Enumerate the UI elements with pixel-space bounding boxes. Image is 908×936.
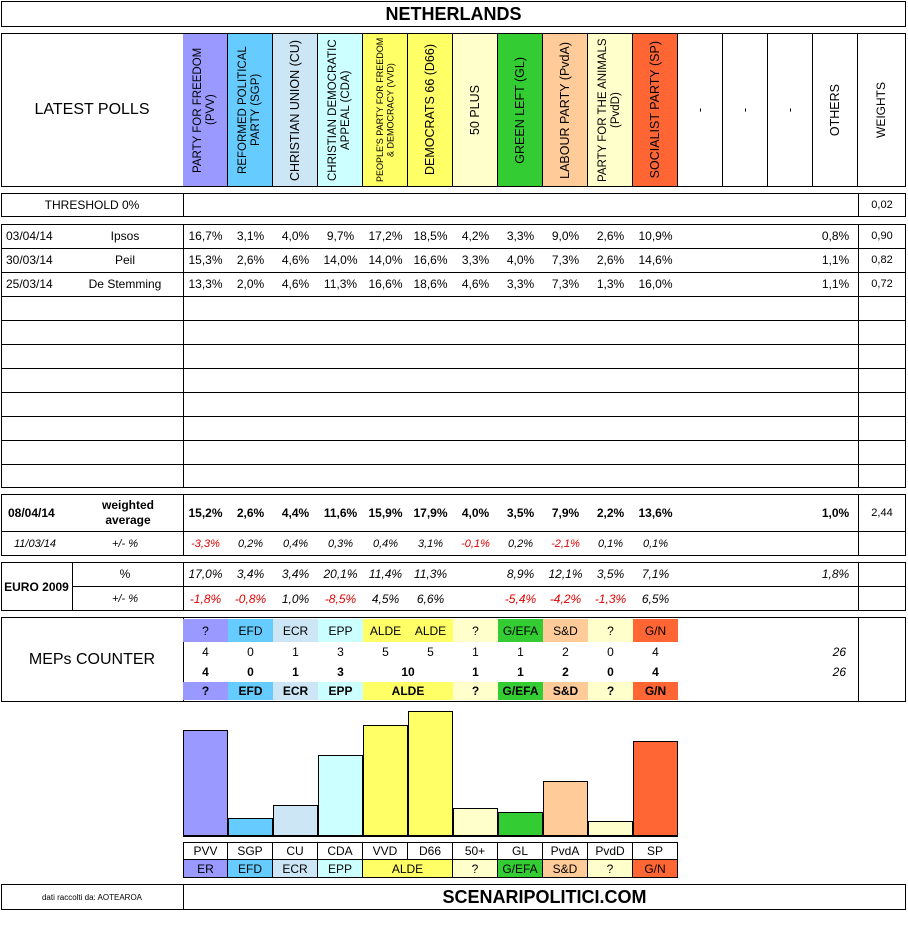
weighted-diff: 0,4% xyxy=(372,537,399,550)
chart-group-label: ? xyxy=(588,860,633,878)
party-header xyxy=(633,33,678,187)
euro-value: 3,5% xyxy=(596,567,625,581)
meps-label: MEPs COUNTER xyxy=(28,650,156,668)
poll-value: 3,3% xyxy=(506,277,535,291)
weighted-value: 17,9% xyxy=(413,505,448,520)
poll-value: 1,1% xyxy=(821,277,850,291)
chart-category-label: 50+ xyxy=(453,842,498,860)
weighted-value: 4,0% xyxy=(461,505,490,520)
chart-group-label: EFD xyxy=(228,860,273,878)
mep-group: ALDE xyxy=(408,619,453,642)
euro-diff-label: +/- % xyxy=(112,592,138,605)
party-header-label: CHRISTIAN DEMOCRATIC APPEAL (CDA) xyxy=(326,39,352,181)
weighted-diff: -0,1% xyxy=(461,537,490,550)
party-header xyxy=(183,33,228,187)
chart-category-label: SGP xyxy=(228,842,273,860)
party-header-label: - xyxy=(737,107,752,113)
euro-label: EURO 2009 xyxy=(4,579,69,594)
euro-pct-label: % xyxy=(119,567,131,581)
poll-value: 2,6% xyxy=(596,229,625,243)
mep-merged-group: ALDE xyxy=(363,682,453,700)
chart-group-label: ER xyxy=(183,860,228,878)
poll-row-line xyxy=(1,296,906,297)
chart-category-label: VVD xyxy=(363,842,408,860)
chart-bar xyxy=(408,711,453,836)
chart-bar xyxy=(363,725,408,836)
poll-row-line xyxy=(1,320,906,321)
party-header-label: PARTY FOR FREEDOM (PVV) xyxy=(191,47,217,173)
party-header-label: GREEN LEFT (GL) xyxy=(512,56,527,164)
chart-bar xyxy=(588,821,633,836)
weighted-value: 2,2% xyxy=(596,505,625,520)
weighted-value: 4,4% xyxy=(281,505,310,520)
mep-group: EFD xyxy=(228,619,273,642)
mep-merged-seats: 3 xyxy=(337,665,344,679)
poll-value: 4,6% xyxy=(281,277,310,291)
mep-merged-group: G/N xyxy=(633,682,678,700)
chart-group-label: EPP xyxy=(318,860,363,878)
poll-value: 3,3% xyxy=(461,253,490,267)
poll-value: 14,0% xyxy=(368,253,403,267)
mep-merged-seats: 2 xyxy=(562,665,569,679)
weighted-diff: 0,4% xyxy=(282,537,309,550)
weighted-value: 15,9% xyxy=(368,505,403,520)
mep-merged-seats: 1 xyxy=(517,665,524,679)
poll-row-line xyxy=(1,416,906,417)
chart-category-label: PvdD xyxy=(588,842,633,860)
chart-category-label: PVV xyxy=(183,842,228,860)
poll-value: 9,7% xyxy=(326,229,355,243)
mep-merged-seats: 10 xyxy=(401,665,415,679)
threshold-divider xyxy=(183,193,184,217)
chart-group-label: S&D xyxy=(543,860,588,878)
party-header-label: LABOUR PARTY (PvdA) xyxy=(557,41,572,179)
poll-value: 2,6% xyxy=(236,253,265,267)
euro-diff: -8,5% xyxy=(324,591,357,606)
mep-group: ALDE xyxy=(363,619,408,642)
party-header xyxy=(363,33,408,187)
poll-value: 7,3% xyxy=(551,253,580,267)
chart-category-label: CU xyxy=(273,842,318,860)
poll-value: 16,6% xyxy=(413,253,448,267)
poll-value: 1,1% xyxy=(821,253,850,267)
chart-group-label: G/EFA xyxy=(498,860,543,878)
euro-diff: -1,3% xyxy=(594,591,627,606)
chart-group-label: ALDE xyxy=(363,860,453,878)
mep-seats: 5 xyxy=(427,645,434,659)
euro-diff: 1,0% xyxy=(281,591,310,606)
footer-credit: dati raccolti da: AOTEAROA xyxy=(41,892,143,902)
weighted-diff: 3,1% xyxy=(417,537,444,550)
mep-merged-total: 26 xyxy=(832,665,846,679)
party-header-label: - xyxy=(782,107,797,113)
party-header xyxy=(453,33,498,187)
party-header-label: - xyxy=(692,107,707,113)
weighted-diff: -2,1% xyxy=(551,537,580,550)
weighted-diff-label: +/- % xyxy=(112,537,138,550)
chart-baseline xyxy=(183,836,678,837)
euro-diff: -0,8% xyxy=(234,591,267,606)
mep-seats: 0 xyxy=(607,645,614,659)
mep-merged-group: ? xyxy=(588,682,633,700)
party-header-label: OTHERS xyxy=(827,83,842,137)
weighted-value: 2,6% xyxy=(236,505,265,520)
mep-merged-group: ? xyxy=(453,682,498,700)
chart-bar xyxy=(498,812,543,836)
poll-row-line xyxy=(1,344,906,345)
mep-group: ? xyxy=(453,619,498,642)
mep-group: G/EFA xyxy=(498,619,543,642)
poll-value: 16,0% xyxy=(638,277,673,291)
poll-value: 9,0% xyxy=(551,229,580,243)
weighted-value: 3,5% xyxy=(506,505,535,520)
weighted-diff: -3,3% xyxy=(191,537,220,550)
poll-value: 11,3% xyxy=(323,277,358,291)
party-header-label: SOCIALIST PARTY (SP) xyxy=(647,41,662,179)
mep-seats: 4 xyxy=(202,645,209,659)
mep-seats: 4 xyxy=(652,645,659,659)
poll-value: 4,2% xyxy=(461,229,490,243)
chart-bar xyxy=(633,741,678,836)
poll-value: 4,6% xyxy=(281,253,310,267)
threshold-weight: 0,02 xyxy=(871,199,893,211)
weighted-diff: 0,2% xyxy=(237,537,264,550)
weighted-diff: 0,3% xyxy=(327,537,354,550)
party-header xyxy=(408,33,453,187)
chart-group-label: ECR xyxy=(273,860,318,878)
party-header xyxy=(318,33,363,187)
mep-group: EPP xyxy=(318,619,363,642)
weighted-diff: 0,1% xyxy=(597,537,624,550)
euro-value: 8,9% xyxy=(506,567,535,581)
party-header xyxy=(228,33,273,187)
chart-category-label: PvdA xyxy=(543,842,588,860)
footer-site: SCENARIPOLITICI.COM xyxy=(442,886,647,907)
euro-value: 11,3% xyxy=(413,567,448,581)
party-header-label: REFORMED POLITICAL PARTY (SGP) xyxy=(236,46,262,174)
poll-institute: De Stemming xyxy=(88,277,162,291)
party-header xyxy=(768,33,813,187)
poll-value: 3,1% xyxy=(236,229,265,243)
poll-value: 2,6% xyxy=(596,253,625,267)
euro-diff: -4,2% xyxy=(549,591,582,606)
chart-bar xyxy=(543,781,588,836)
poll-value: 4,0% xyxy=(506,253,535,267)
poll-date: 30/03/14 xyxy=(6,253,53,267)
euro-value: 20,1% xyxy=(323,567,358,581)
party-header xyxy=(273,33,318,187)
threshold-label: THRESHOLD 0% xyxy=(44,198,140,212)
poll-value: 13,3% xyxy=(188,277,223,291)
weighted-diff: 0,1% xyxy=(642,537,669,550)
chart-category-label: SP xyxy=(633,842,678,860)
latest-polls-label: LATEST POLLS xyxy=(34,101,150,118)
weights-header-label: WEIGHTS xyxy=(873,82,888,138)
mep-seats: 5 xyxy=(382,645,389,659)
party-header xyxy=(588,33,633,187)
mep-merged-seats: 0 xyxy=(247,665,254,679)
mep-merged-group: G/EFA xyxy=(498,682,543,700)
mep-seats: 1 xyxy=(517,645,524,659)
party-header xyxy=(498,33,543,187)
poll-date: 25/03/14 xyxy=(6,277,53,291)
party-header-label: PARTY FOR THE ANIMALS (PvdD) xyxy=(596,38,622,182)
party-header-label: 50 PLUS xyxy=(467,84,482,136)
weighted-value: 11,6% xyxy=(323,505,358,520)
chart-group-label: ? xyxy=(453,860,498,878)
weighted-label: weighted average xyxy=(101,497,154,527)
poll-value: 16,7% xyxy=(188,229,223,243)
party-header-label: PEOPLE'S PARTY FOR FREEDOM & DEMOCRACY (VVD) xyxy=(374,37,395,183)
poll-value: 15,3% xyxy=(188,253,223,267)
poll-institute: Ipsos xyxy=(110,229,140,243)
mep-group: ECR xyxy=(273,619,318,642)
party-header-label: DEMOCRATS 66 (D66) xyxy=(422,44,437,176)
chart-category-label: D66 xyxy=(408,842,453,860)
chart-group-label: G/N xyxy=(633,860,678,878)
weighted-diff: 0,2% xyxy=(507,537,534,550)
poll-weight: 0,72 xyxy=(871,278,893,290)
poll-value: 4,0% xyxy=(281,229,310,243)
poll-row-line xyxy=(1,440,906,441)
poll-row-line xyxy=(1,368,906,369)
mep-merged-group: ECR xyxy=(273,682,318,700)
poll-value: 2,0% xyxy=(236,277,265,291)
poll-value: 3,3% xyxy=(506,229,535,243)
chart-bar xyxy=(228,818,273,836)
poll-value: 0,8% xyxy=(821,229,850,243)
euro-value: 3,4% xyxy=(281,567,310,581)
mep-merged-seats: 0 xyxy=(607,665,614,679)
poll-weight: 0,82 xyxy=(871,254,893,266)
euro-value: 3,4% xyxy=(236,567,265,581)
poll-value: 16,6% xyxy=(368,277,403,291)
poll-institute: Peil xyxy=(114,253,135,267)
party-header xyxy=(813,33,858,187)
mep-group: G/N xyxy=(633,619,678,642)
party-header xyxy=(543,33,588,187)
weighted-value: 7,9% xyxy=(551,505,580,520)
mep-total: 26 xyxy=(832,645,846,659)
euro-value: 12,1% xyxy=(548,567,583,581)
weighted-value: 13,6% xyxy=(638,505,673,520)
chart-category-label: CDA xyxy=(318,842,363,860)
page-title: NETHERLANDS xyxy=(385,3,522,24)
poll-value: 14,0% xyxy=(323,253,358,267)
meps-weight-divider xyxy=(858,617,859,702)
euro-diff: 4,5% xyxy=(371,591,400,606)
poll-row-line xyxy=(1,392,906,393)
chart-bar xyxy=(318,755,363,836)
mep-group: ? xyxy=(183,619,228,642)
poll-date: 03/04/14 xyxy=(6,229,53,243)
poll-value: 18,5% xyxy=(413,229,448,243)
weighted-value: 1,0% xyxy=(821,505,850,520)
weighted-date: 08/04/14 xyxy=(8,505,55,520)
party-header xyxy=(723,33,768,187)
mep-merged-seats: 1 xyxy=(472,665,479,679)
mep-seats: 1 xyxy=(472,645,479,659)
mep-seats: 0 xyxy=(247,645,254,659)
chart-category-label: GL xyxy=(498,842,543,860)
chart-bar xyxy=(183,730,228,836)
euro-value: 11,4% xyxy=(368,567,403,581)
party-header xyxy=(678,33,723,187)
weighted-value: 15,2% xyxy=(188,505,223,520)
weighted-prev-date: 11/03/14 xyxy=(14,537,57,550)
chart-bar xyxy=(273,805,318,836)
mep-merged-seats: 4 xyxy=(652,665,659,679)
mep-group: S&D xyxy=(543,619,588,642)
poll-value: 4,6% xyxy=(461,277,490,291)
mep-group: ? xyxy=(588,619,633,642)
weights-header xyxy=(858,33,906,187)
party-header-label: CHRISTIAN UNION (CU) xyxy=(287,39,302,181)
mep-merged-group: EFD xyxy=(228,682,273,700)
mep-merged-group: ? xyxy=(183,682,228,700)
mep-seats: 3 xyxy=(337,645,344,659)
mep-merged-group: EPP xyxy=(318,682,363,700)
poll-value: 1,3% xyxy=(596,277,625,291)
mep-seats: 1 xyxy=(292,645,299,659)
euro-value: 1,8% xyxy=(821,567,850,581)
euro-diff: -1,8% xyxy=(189,591,222,606)
mep-merged-seats: 1 xyxy=(292,665,299,679)
euro-value: 7,1% xyxy=(641,567,670,581)
weighted-weight: 2,44 xyxy=(871,506,893,519)
euro-diff: 6,6% xyxy=(416,591,445,606)
euro-diff: -5,4% xyxy=(504,591,537,606)
poll-value: 7,3% xyxy=(551,277,580,291)
poll-value: 18,6% xyxy=(413,277,448,291)
poll-value: 10,9% xyxy=(638,229,673,243)
poll-value: 14,6% xyxy=(638,253,673,267)
mep-merged-seats: 4 xyxy=(202,665,209,679)
poll-weight: 0,90 xyxy=(871,230,893,242)
euro-diff: 6,5% xyxy=(641,591,670,606)
euro-value: 17,0% xyxy=(188,567,223,581)
mep-seats: 2 xyxy=(562,645,569,659)
chart-bar xyxy=(453,808,498,836)
mep-merged-group: S&D xyxy=(543,682,588,700)
poll-row-line xyxy=(1,464,906,465)
poll-value: 17,2% xyxy=(368,229,403,243)
